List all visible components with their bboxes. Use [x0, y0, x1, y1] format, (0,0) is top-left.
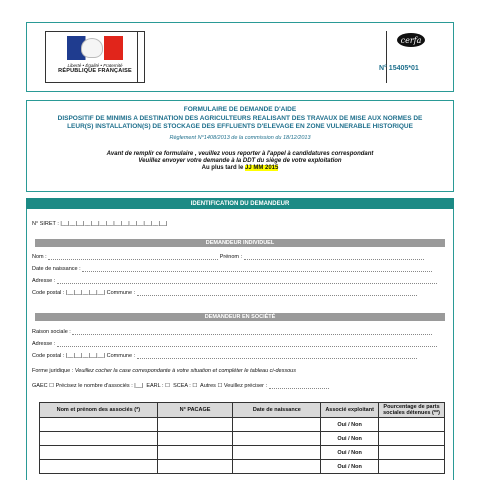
regulation-ref: Règlement N°1408/2013 de la commission du 18/12/2013: [169, 135, 311, 141]
company-adresse-label: Adresse :: [32, 341, 56, 347]
col-naissance: Date de naissance: [233, 403, 321, 418]
instruction-2: Veuillez envoyer votre demande à la DDT du siège de votre exploitation: [138, 158, 342, 164]
company-adresse-row: [32, 341, 437, 347]
company-adresse-field[interactable]: [57, 341, 437, 347]
raison-label: Raison sociale :: [32, 329, 71, 335]
col-parts: Pourcentage de parts sociales détenues (**): [379, 403, 445, 418]
cerfa-number: N° 15405*01: [379, 65, 419, 72]
autres-option[interactable]: Autres ☐ Veuillez préciser :: [200, 383, 268, 389]
company-cp-field[interactable]: Code postal : |__|__|__|__|__|: [32, 353, 106, 359]
forme-hint: Veuillez cocher la case correspondante à votre situation et compléter le tableau ci-dessous: [74, 368, 296, 374]
adresse-label: Adresse :: [32, 278, 56, 284]
company-commune-field[interactable]: [137, 353, 417, 359]
col-exploitant: Associé exploitant: [321, 403, 379, 418]
nom-field[interactable]: [48, 254, 218, 260]
exploitant-cell[interactable]: Oui / Non: [321, 460, 379, 474]
deadline-value: JJ MM 2015: [244, 165, 279, 171]
naissance-field[interactable]: [82, 266, 432, 272]
instruction-1: Avant de remplir ce formulaire , veuillez vous reporter à l'appel à candidatures correspondant: [106, 151, 374, 157]
cp-field[interactable]: Code postal : |__|__|__|__|__|: [32, 290, 106, 296]
earl-option[interactable]: EARL : ☐: [146, 383, 170, 389]
marianne-logo: [45, 31, 145, 83]
header-blank-cell: [137, 31, 387, 83]
exploitant-cell[interactable]: Oui / Non: [321, 446, 379, 460]
company-cp-row: [32, 353, 417, 359]
exploitant-cell[interactable]: Oui / Non: [321, 418, 379, 432]
gaec-option[interactable]: GAEC ☐ Précisez le nombre d'associés : |__|: [32, 383, 144, 389]
nom-row: [32, 254, 424, 260]
prenom-label: Prénom :: [219, 254, 243, 260]
table-row: [40, 460, 445, 474]
marianne-flag-icon: [67, 36, 123, 60]
table-header-row: [40, 403, 445, 418]
autres-field[interactable]: [269, 383, 329, 389]
title-block: [26, 100, 454, 192]
raison-row: [32, 329, 432, 335]
associates-table: [39, 402, 445, 474]
table-row: [40, 446, 445, 460]
forme-row: [32, 368, 296, 374]
siret-field[interactable]: |__|__|__|__|__|__|__|__|__|__|__|__|__|__|: [60, 221, 168, 227]
forme-label: Forme juridique :: [32, 368, 74, 374]
logo-motto: Liberté • Égalité • Fraternité: [67, 63, 123, 68]
form-subtitle: DISPOSITIF DE MINIMIS A DESTINATION DES AGRICULTEURS REALISANT DES TRAVAUX DE MISE AUX NORMES DE LEUR(S) INSTALLATION(S) DE STOCKAGE DES EFFLUENTS D'ELEVAGE EN ZONE VULNERABLE HISTORIQUE: [57, 115, 423, 130]
applicant-form: [26, 209, 454, 480]
adresse-field[interactable]: [57, 278, 437, 284]
naissance-label: Date de naissance :: [32, 266, 81, 272]
deadline-label: Au plus tard le: [201, 165, 244, 171]
siret-row: [32, 221, 167, 227]
nom-label: Nom :: [32, 254, 47, 260]
individual-bar: DEMANDEUR INDIVIDUEL: [35, 239, 445, 247]
table-row: [40, 418, 445, 432]
raison-field[interactable]: [72, 329, 432, 335]
form-header: [26, 22, 454, 92]
company-commune-label: Commune :: [106, 353, 136, 359]
naissance-row: [32, 266, 432, 272]
table-row: [40, 432, 445, 446]
cerfa-logo: cerfa: [397, 33, 425, 47]
adresse-row: [32, 278, 437, 284]
deadline: [27, 165, 453, 171]
company-bar: DEMANDEUR EN SOCIÉTÉ: [35, 313, 445, 321]
form-title: FORMULAIRE DE DEMANDE D'AIDE: [183, 106, 297, 113]
scea-option[interactable]: SCEA : ☐: [173, 383, 198, 389]
logo-republic: RÉPUBLIQUE FRANÇAISE: [58, 68, 132, 74]
exploitant-cell[interactable]: Oui / Non: [321, 432, 379, 446]
cp-row: [32, 290, 417, 296]
commune-label: Commune :: [106, 290, 136, 296]
commune-field[interactable]: [137, 290, 417, 296]
prenom-field[interactable]: [244, 254, 424, 260]
forme-options: [32, 383, 329, 389]
section-title: IDENTIFICATION DU DEMANDEUR: [26, 198, 454, 209]
col-nom: Nom et prénom des associés (*): [40, 403, 158, 418]
siret-label: N° SIRET :: [32, 221, 59, 227]
col-pacage: N° PACAGE: [157, 403, 233, 418]
